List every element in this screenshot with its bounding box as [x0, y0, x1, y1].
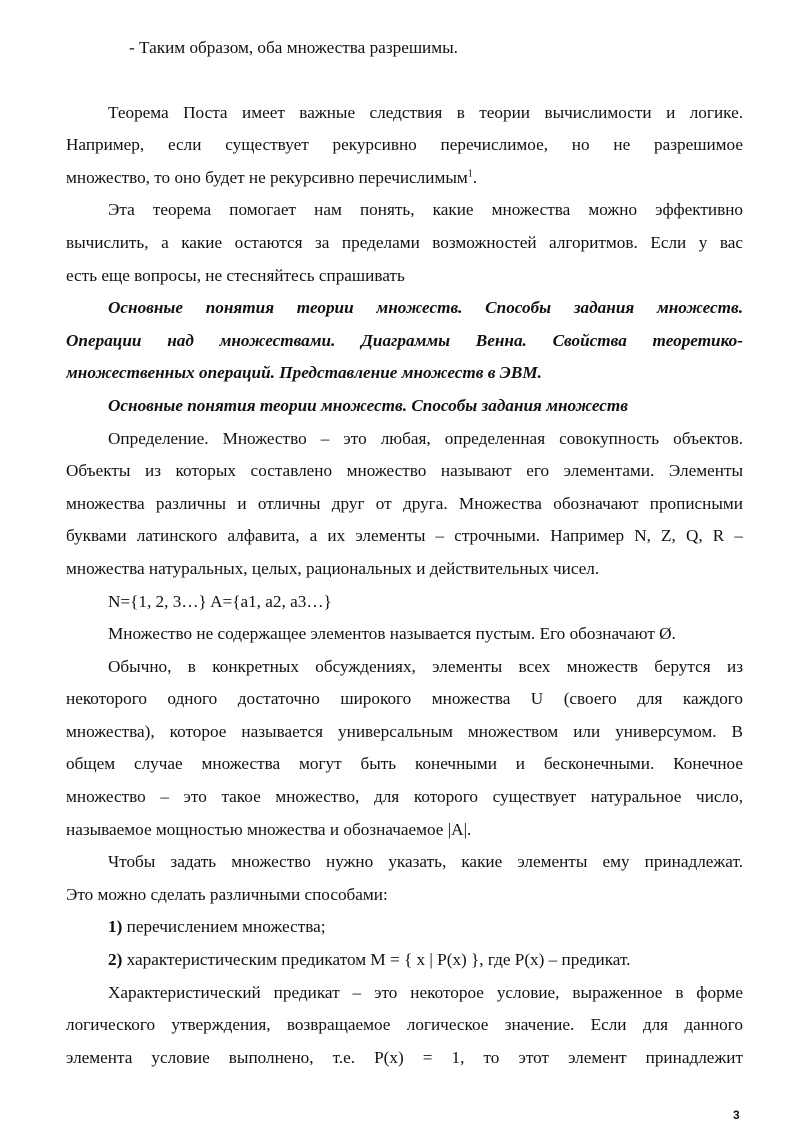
heading-line: Основные понятия теории множеств. Способы задания множеств.	[108, 298, 743, 318]
text-line: Это можно сделать различными способами:	[66, 884, 388, 904]
document-page	[66, 32, 743, 1074]
text-line: Например, если существует рекурсивно перечислимое, но не разрешимое	[66, 135, 743, 155]
text-line: называемое мощностью множества и обозначаемое |A|.	[66, 819, 472, 839]
page-number: 3	[733, 1108, 740, 1122]
text-line: буквами латинского алфавита, а их элементы – строчными. Например N, Z, Q, R –	[66, 526, 743, 546]
subsection-heading: Основные понятия теории множеств. Способы задания множеств	[108, 395, 628, 415]
text-line: множества натуральных, целых, рациональных и действительных чисел.	[66, 558, 600, 578]
paragraph-empty-set: Множество не содержащее элементов называется пустым. Его обозначают Ø.	[108, 624, 676, 644]
section-heading	[66, 292, 743, 390]
paragraph-set-definition-methods	[66, 846, 743, 911]
text-line: логического утверждения, возвращаемое логическое значение. Если для данного	[66, 1015, 743, 1035]
paragraph-definition	[66, 423, 743, 586]
paragraph-post-theorem	[66, 97, 743, 195]
paragraph-predicate	[66, 977, 743, 1075]
text-line: Определение. Множество – это любая, определенная совокупность объектов.	[108, 428, 743, 448]
text-line: Характеристический предикат – это некоторое условие, выраженное в форме	[108, 982, 743, 1002]
list-item: 2) характеристическим предикатом M = { x | P(x) }, где P(x) – предикат.	[108, 950, 631, 970]
text-line: множества различны и отличны друг от друга. Множества обозначают прописными	[66, 493, 743, 513]
heading-line: Операции над множествами. Диаграммы Венна. Свойства теоретико-	[66, 330, 743, 350]
text-line: элемента условие выполнено, т.е. P(x) = 1, то этот элемент принадлежит	[66, 1047, 743, 1067]
text-line: некоторого одного достаточно широкого множества U (своего для каждого	[66, 689, 743, 709]
text-line: множество – это такое множество, для которого существует натуральное число,	[66, 787, 743, 807]
list-item: 1) перечислением множества;	[108, 917, 326, 937]
text-line: Теорема Поста имеет важные следствия в теории вычислимости и логике.	[108, 102, 743, 122]
footnote-marker[interactable]: 1	[467, 168, 473, 180]
list-number: 1)	[108, 917, 123, 937]
list-number: 2)	[108, 950, 123, 970]
paragraph-theorem-helps	[66, 194, 743, 292]
paragraph-universe	[66, 651, 743, 847]
text-line: Объекты из которых составлено множество называют его элементами. Элементы	[66, 461, 743, 481]
text-line: Чтобы задать множество нужно указать, какие элементы ему принадлежат.	[108, 852, 743, 872]
heading-line: множественных операций. Представление множеств в ЭВМ.	[66, 363, 542, 383]
text-line: вычислить, а какие остаются за пределами возможностей алгоритмов. Если у вас	[66, 232, 743, 252]
text-line: есть еще вопросы, не стесняйтесь спрашивать	[66, 265, 405, 285]
text-line: Эта теорема помогает нам понять, какие множества можно эффективно	[108, 200, 743, 220]
text-line: множество, то оно будет не рекурсивно перечислимым$^1$.	[66, 167, 478, 187]
blank-gap	[66, 65, 743, 97]
text-line: Обычно, в конкретных обсуждениях, элементы всех множеств берутся из	[108, 656, 743, 676]
conclusion-line: - Таким образом, оба множества разрешимы.	[129, 38, 458, 57]
text-line: множества), которое называется универсальным множеством или универсумом. В	[66, 721, 743, 741]
set-example: N={1, 2, 3…} A={a1, a2, a3…}	[108, 591, 332, 611]
text-line: общем случае множества могут быть конечными и бесконечными. Конечное	[66, 754, 743, 774]
